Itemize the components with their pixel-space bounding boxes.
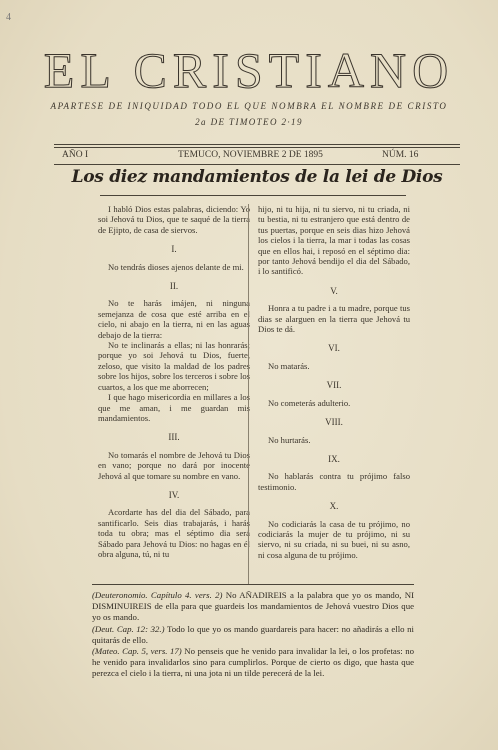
paragraph: I habló Dios estas palabras, diciendo: Yo soi Jehová tu Dios, que te saqué de la tierra de Ejipto, de casa de siervos.	[98, 204, 250, 235]
masthead-title: EL CRISTIANO	[43, 42, 455, 98]
commandment-number: VII.	[326, 380, 342, 391]
citation-text: No AÑADIREIS a la palabra que yo os mando, NI DISMINUIREIS de ella para que guardeis los mandamientos de Jehová vuestro Dios que yo os mando.	[92, 590, 415, 623]
issue-place-date: TEMUCO, NOVIEMBRE 2 DE 1895	[178, 150, 323, 160]
paragraph: Acordarte has del dia del Sábado, para santificarlo. Seis dias trabajarás, i harás toda tu obra; mas el séptimo dia será Sábado para Jehová tu Dios: no hagas en él obra alguna, tú, ni tu	[98, 507, 250, 559]
issue-info	[54, 150, 460, 162]
citation-text: Todo lo que yo os mando guardareis para hacer: no añadirás a ello ni quitarás de ello.	[92, 623, 415, 645]
info-rule	[54, 164, 460, 165]
column-divider	[248, 204, 249, 584]
footer-citations	[92, 590, 414, 680]
paragraph: No tendrás dioses ajenos delante de mi.	[108, 261, 244, 272]
paragraph: Honra a tu padre i a tu madre, porque tus dias se alarguen en la tierra que Jehová tu Dios te dá.	[258, 303, 410, 335]
commandment-number: VIII.	[325, 417, 343, 428]
article-title: Los diez mandamientos de la lei de Dios	[71, 167, 443, 187]
corner-mark: 4	[6, 12, 11, 23]
footer-rule	[92, 584, 414, 585]
top-rule	[54, 144, 460, 145]
paragraph: No te inclinarás a ellas; ni las honrarás; porque yo soi Jehová tu Dios, fuerte, zeloso, que visito la maldad de los padres sobre los hijos, sobre los terceros i sobre los cuartos, a los que me aborrecen;	[98, 340, 250, 392]
commandment-number: IX.	[328, 453, 340, 464]
citation	[92, 624, 414, 646]
title-rule	[100, 195, 406, 196]
paragraph: I que hago misericordia en millares a los que me aman, i me guardan mis mandamientos.	[98, 392, 250, 423]
motto-reference: 2a DE TIMOTEO 2·19	[195, 117, 303, 127]
paragraph: No cometerás adulterio.	[268, 397, 351, 408]
citation	[92, 590, 414, 624]
citation-source: (Mateo. Cap. 5, vers. 17)	[92, 646, 182, 657]
commandment-number: IV.	[168, 489, 180, 500]
left-column	[98, 204, 250, 559]
issue-year: AÑO I	[62, 150, 89, 160]
citation-source: (Deuteronomio. Capítulo 4. vers. 2)	[92, 590, 223, 600]
commandment-number: I.	[171, 244, 177, 255]
citation	[92, 646, 414, 680]
motto: APARTESE DE INIQUIDAD TODO EL QUE NOMBRA EL NOMBRE DE CRISTO	[50, 101, 448, 111]
paragraph: hijo, ni tu hija, ni tu siervo, ni tu criada, ni tu bestia, ni tu estranjero que está dentro de tus puertas, porque en seis dias hizo Jehová los cielos i la tierra, la mar i todas las cosas que en ellos hai, i reposó en el séptimo dia: por tanto Jehová bendijo el dia del Sábado, i lo santificó.	[258, 204, 410, 277]
commandment-number: X.	[329, 501, 339, 512]
paragraph: No hurtarás.	[268, 434, 311, 445]
paragraph: No tomarás el nombre de Jehová tu Dios en vano; porque no dará por inocente Jehová al que tomare su nombre en vano.	[98, 449, 250, 481]
commandment-number: VI.	[328, 343, 340, 354]
issue-number: NÚM. 16	[382, 150, 419, 160]
citation-text: No penseis que he venido para invalidar la lei, o los profetas: no he venido para invalidarlos sino para cumplirlos. Porque de cierto os digo, que hasta que perezca el cielo i la tierra, ni una jota ni un tilde perecerá de la lei.	[92, 646, 414, 679]
paragraph: No matarás.	[268, 360, 310, 371]
commandment-number: II.	[169, 281, 179, 292]
right-column	[258, 204, 410, 560]
top-rule-thin	[54, 147, 460, 148]
paragraph: No te harás imájen, ni ninguna semejanza de cosa que esté arriba en el cielo, ni abajo en la tierra, ni en las aguas debajo de la tierra:	[98, 298, 250, 340]
citation-source: (Deut. Cap. 12: 32.)	[92, 623, 165, 634]
paragraph: No codiciarás la casa de tu prójimo, no codiciarás la mujer de tu prójimo, ni su siervo, ni su criada, ni su buei, ni su asno, ni cosa alguna de tu prójimo.	[258, 518, 410, 560]
commandment-number: III.	[168, 432, 180, 443]
paragraph: No hablarás contra tu prójimo falso testimonio.	[258, 471, 410, 492]
commandment-number: V.	[330, 285, 338, 296]
